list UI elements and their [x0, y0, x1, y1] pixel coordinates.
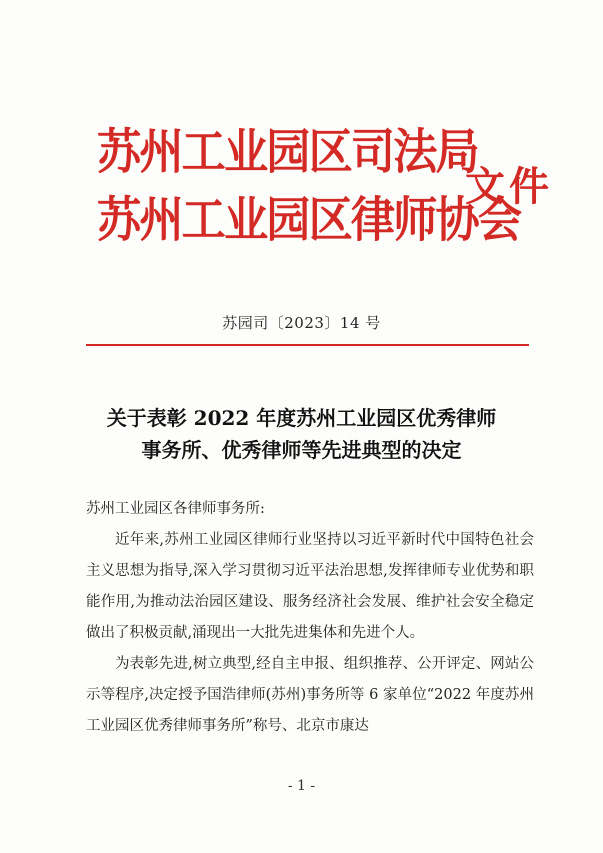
document-header: [97, 118, 553, 278]
document-body: [86, 494, 534, 742]
issuer-name-justice-bureau: 苏州工业园区司法局: [97, 124, 478, 180]
red-divider-line: [86, 344, 529, 346]
title-line-1: 关于表彰 2022 年度苏州工业园区优秀律师: [106, 406, 497, 430]
page-number: - 1 -: [287, 778, 316, 794]
title-line-2: 事务所、优秀律师等先进典型的决定: [141, 438, 462, 462]
body-paragraph-1: 近年来,苏州工业园区律师行业坚持以习近平新时代中国特色社会主义思想为指导,深入学习贯彻习近平法治思想,发挥律师专业优势和职能作用,为推动法治园区建设、服务经济社会发展、维护社会安全稳定做出了积极贡献,涌现出一大批先进集体和先进个人。: [86, 532, 534, 641]
document-number: 苏园司〔2023〕14 号: [222, 314, 381, 332]
document-title: [0, 402, 603, 466]
issuer-name-lawyers-association: 苏州工业园区律师协会: [97, 192, 521, 248]
file-label: 文件: [465, 164, 553, 210]
salutation: 苏州工业园区各律师事务所:: [86, 501, 265, 517]
body-paragraph-2: 为表彰先进,树立典型,经自主申报、组织推荐、公开评定、网站公示等程序,决定授予国浩律师(苏州)事务所等 6 家单位“2022 年度苏州工业园区优秀律师事务所”称号、北京市康达: [86, 656, 534, 734]
